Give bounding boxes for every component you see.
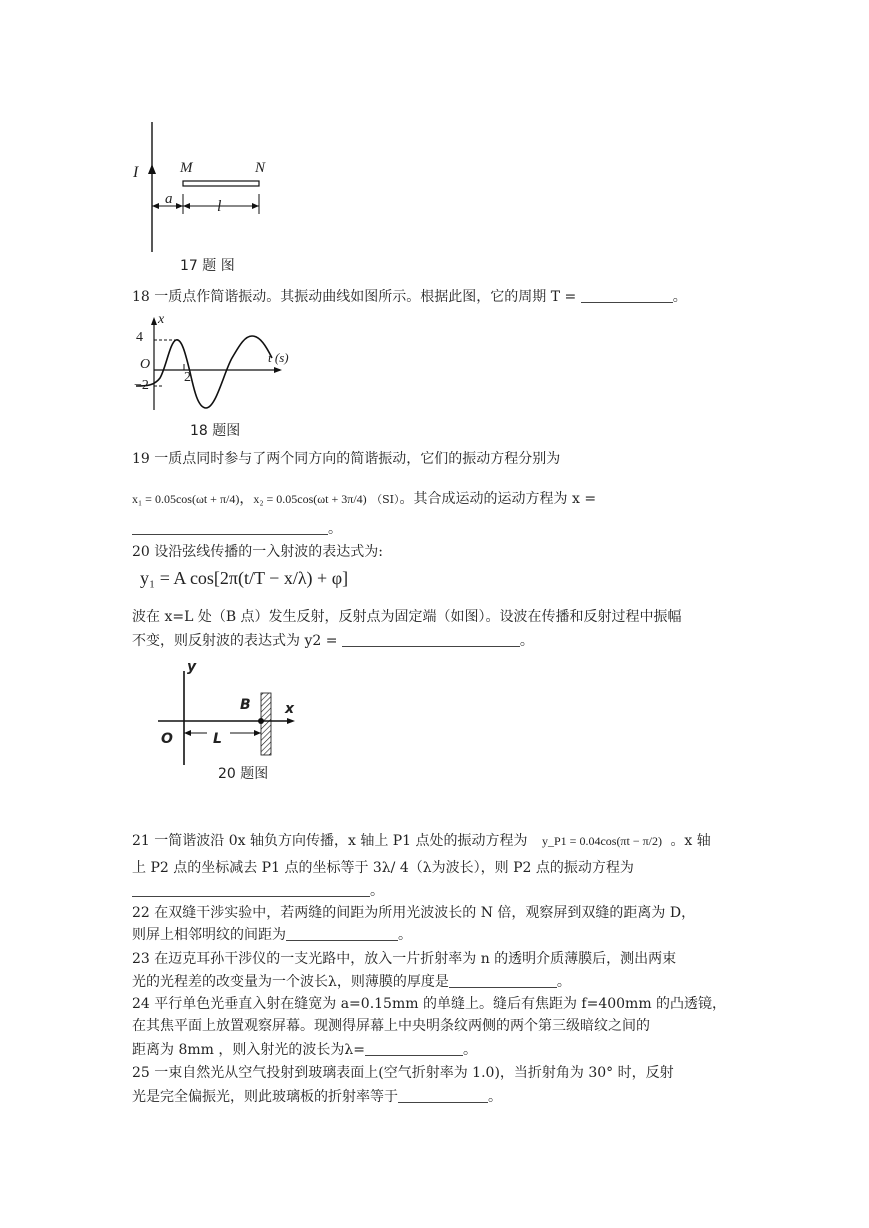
question-22-line1: 22 在双缝干涉实验中，若两缝的间距为所用光波波长的 N 倍，观察屏到双缝的距离为 D， — [132, 905, 696, 921]
question-19-line3 — [132, 518, 342, 540]
question-20-text: 不变，则反射波的表达式为 y2 = — [132, 633, 338, 649]
question-21-line1 — [132, 830, 711, 852]
equation-x2: x₂ = 0.05cos(ωt + 3π/4) — [253, 492, 367, 506]
question-24-line3 — [132, 1039, 477, 1061]
question-21-line2: 上 P2 点的坐标减去 P1 点的坐标等于 3λ/ 4（λ为波长），则 P2 点的振动方程为 — [132, 860, 634, 876]
label-I: I — [133, 164, 139, 181]
question-18 — [132, 286, 687, 308]
figure-20 — [155, 659, 305, 765]
answer-blank-19[interactable] — [132, 520, 328, 535]
question-24-line1: 24 平行单色光垂直入射在缝宽为 a=0.15mm 的单缝上。缝后有焦距为 f=400mm 的凸透镜， — [132, 996, 727, 1012]
figure-17-caption: 17 题 图 — [180, 258, 235, 274]
question-22-end: 。 — [398, 927, 412, 943]
question-25-end: 。 — [488, 1089, 502, 1105]
question-21-text: 21 一简谐波沿 0x 轴负方向传播，x 轴上 P1 点处的振动方程为 — [132, 833, 528, 849]
question-18-text: 18 一质点作简谐振动。其振动曲线如图所示。根据此图，它的周期 T = — [132, 289, 577, 305]
axis-x-label: x — [158, 312, 165, 327]
figure-17-diagram — [128, 118, 288, 278]
figure-20-diagram — [155, 665, 305, 765]
label-l: l — [217, 198, 222, 215]
question-19-end: 。 — [328, 521, 342, 537]
question-25-text: 光是完全偏振光，则此玻璃板的折射率等于 — [132, 1089, 398, 1105]
question-20-line3 — [132, 630, 534, 652]
distance-L-label: L — [213, 731, 222, 747]
question-18-end: 。 — [672, 289, 687, 305]
question-25-line1: 25 一束自然光从空气投射到玻璃表面上(空气折射率为 1.0)，当折射角为 30° 时，反射 — [132, 1065, 674, 1081]
question-19-tail: 。其合成运动的运动方程为 x = — [399, 491, 597, 507]
axis-x-label: x — [285, 701, 295, 717]
answer-blank-22[interactable] — [286, 926, 398, 941]
question-24-end: 。 — [462, 1042, 477, 1058]
question-23-end: 。 — [556, 974, 571, 990]
answer-blank-21[interactable] — [132, 882, 370, 897]
question-24-text: 距离为 8mm ，则入射光的波长为λ= — [132, 1042, 365, 1058]
answer-blank-23[interactable] — [449, 973, 557, 988]
figure-18-caption: 18 题图 — [190, 423, 241, 439]
tick-4: 4 — [136, 330, 143, 345]
question-20-end: 。 — [519, 633, 534, 649]
origin-label: O — [140, 357, 151, 372]
question-23-line1: 23 在迈克耳孙干涉仪的一支光路中，放入一片折射率为 n 的透明介质薄膜后，测出两束 — [132, 951, 677, 967]
label-M: M — [180, 160, 193, 176]
answer-blank-20[interactable] — [342, 632, 520, 647]
answer-blank-18[interactable] — [581, 288, 673, 303]
origin-label: O — [161, 731, 173, 747]
question-23-line2 — [132, 971, 571, 993]
axis-y-label: y — [187, 659, 197, 675]
question-21-line3 — [132, 880, 384, 902]
question-20-formula: y₁ = A cos[2π(t/T − x/λ) + φ] — [140, 568, 349, 588]
question-20-line2: 波在 x=L 处（B 点）发生反射，反射点为固定端（如图）。设波在传播和反射过程中振幅 — [132, 609, 682, 625]
figure-20-caption: 20 题图 — [218, 766, 269, 782]
question-19-line2 — [132, 488, 596, 511]
figure-17 — [128, 118, 288, 278]
question-24-line2: 在其焦平面上放置观察屏幕。现测得屏幕上中央明条纹两侧的两个第三级暗纹之间的 — [132, 1018, 650, 1034]
question-22-line2 — [132, 924, 412, 946]
question-21-end: 。 — [370, 883, 384, 899]
equation-unit: （SI） — [371, 493, 400, 506]
tick-minus-2: −2 — [134, 378, 149, 393]
label-N: N — [255, 160, 266, 176]
equation-yP1: y_P1 = 0.04cos(πt − π/2) — [542, 834, 662, 848]
point-B-label: B — [240, 697, 251, 713]
question-23-text: 光的光程差的改变量为一个波长λ，则薄膜的厚度是 — [132, 974, 449, 990]
answer-blank-24[interactable] — [365, 1041, 463, 1056]
question-25-line2 — [132, 1086, 502, 1108]
tick-2: 2 — [184, 370, 191, 385]
answer-blank-25[interactable] — [398, 1088, 488, 1103]
axis-t-label: t (s) — [268, 350, 289, 365]
question-20-line1: 20 设沿弦线传播的一入射波的表达式为: — [132, 544, 383, 560]
question-21-tail: 。x 轴 — [670, 833, 711, 849]
figure-18 — [132, 312, 292, 412]
label-a: a — [165, 191, 173, 207]
question-22-text: 则屏上相邻明纹的间距为 — [132, 927, 286, 943]
equation-x1: x₁ = 0.05cos(ωt + π/4) — [132, 492, 240, 506]
question-19-line1: 19 一质点同时参与了两个同方向的简谐振动，它们的振动方程分别为 — [132, 451, 561, 467]
equation-separator: ， — [239, 491, 254, 507]
